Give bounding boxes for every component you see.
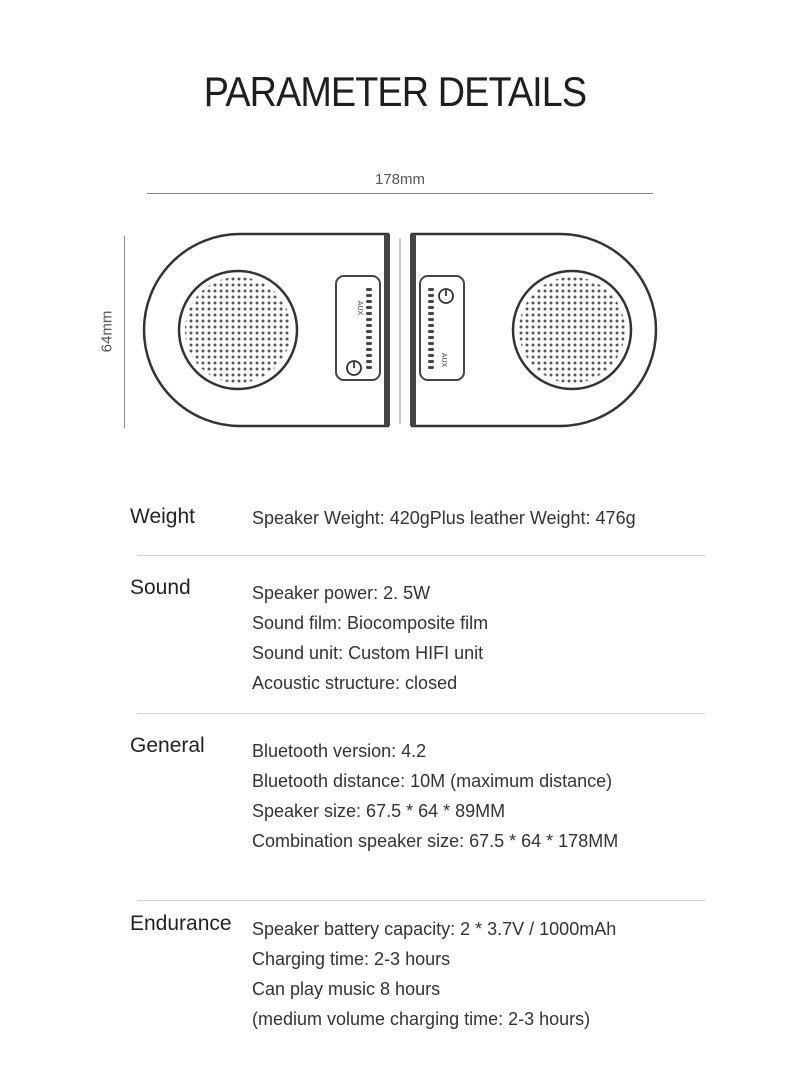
speaker-illustration: [140, 228, 660, 433]
height-dimension-line: [124, 236, 125, 428]
divider: [137, 555, 705, 556]
spec-line: Bluetooth distance: 10M (maximum distance): [252, 771, 613, 791]
spec-line: Speaker size: 67.5 * 64 * 89MM: [252, 801, 506, 821]
right-aux-label: AUX: [440, 352, 447, 368]
spec-line: Acoustic structure: closed: [252, 673, 458, 693]
spec-label-weight: Weight: [130, 505, 195, 528]
left-aux-label: AUX: [356, 300, 363, 316]
width-dimension-line: [147, 193, 653, 194]
spec-values-endurance: [252, 914, 616, 1034]
right-speaker-grille: [513, 271, 631, 389]
spec-line: Bluetooth version: 4.2: [252, 741, 427, 761]
left-speaker-grille: [179, 271, 297, 389]
height-dimension-label: 64mm: [98, 310, 116, 353]
spec-line: Sound film: Biocomposite film: [252, 613, 489, 633]
spec-line: Sound unit: Custom HIFI unit: [252, 643, 484, 663]
spec-line: Speaker power: 2. 5W: [252, 583, 431, 603]
speaker-weight: Speaker Weight: 420g: [252, 508, 430, 528]
left-power-icon: [347, 361, 361, 375]
left-control-panel: [336, 276, 380, 380]
plus-leather-weight: Plus leather Weight: 476g: [429, 508, 636, 528]
right-vent-slots: [428, 288, 434, 369]
spec-label-general: General: [130, 734, 205, 757]
spec-line: Speaker battery capacity: 2 * 3.7V / 1000mAh: [252, 919, 617, 939]
divider: [137, 900, 705, 901]
right-control-panel: [420, 276, 464, 380]
spec-line: (medium volume charging time: 2-3 hours): [252, 1009, 591, 1029]
page-title: PARAMETER DETAILS: [203, 68, 587, 115]
right-speaker-side-panel: [410, 234, 416, 426]
divider: [137, 713, 705, 714]
spec-line: Combination speaker size: 67.5 * 64 * 178MM: [252, 831, 619, 851]
spec-values-general: [252, 736, 618, 856]
spec-values-weight: [252, 508, 636, 529]
width-dimension-label: 178mm: [374, 171, 426, 188]
spec-line: Can play music 8 hours: [252, 979, 441, 999]
spec-line: Charging time: 2-3 hours: [252, 949, 451, 969]
spec-label-endurance: Endurance: [130, 912, 232, 935]
spec-label-sound: Sound: [130, 576, 191, 599]
left-speaker-side-panel: [384, 234, 390, 426]
left-vent-slots: [366, 288, 372, 369]
spec-values-sound: [252, 578, 488, 698]
right-power-icon: [439, 289, 453, 303]
